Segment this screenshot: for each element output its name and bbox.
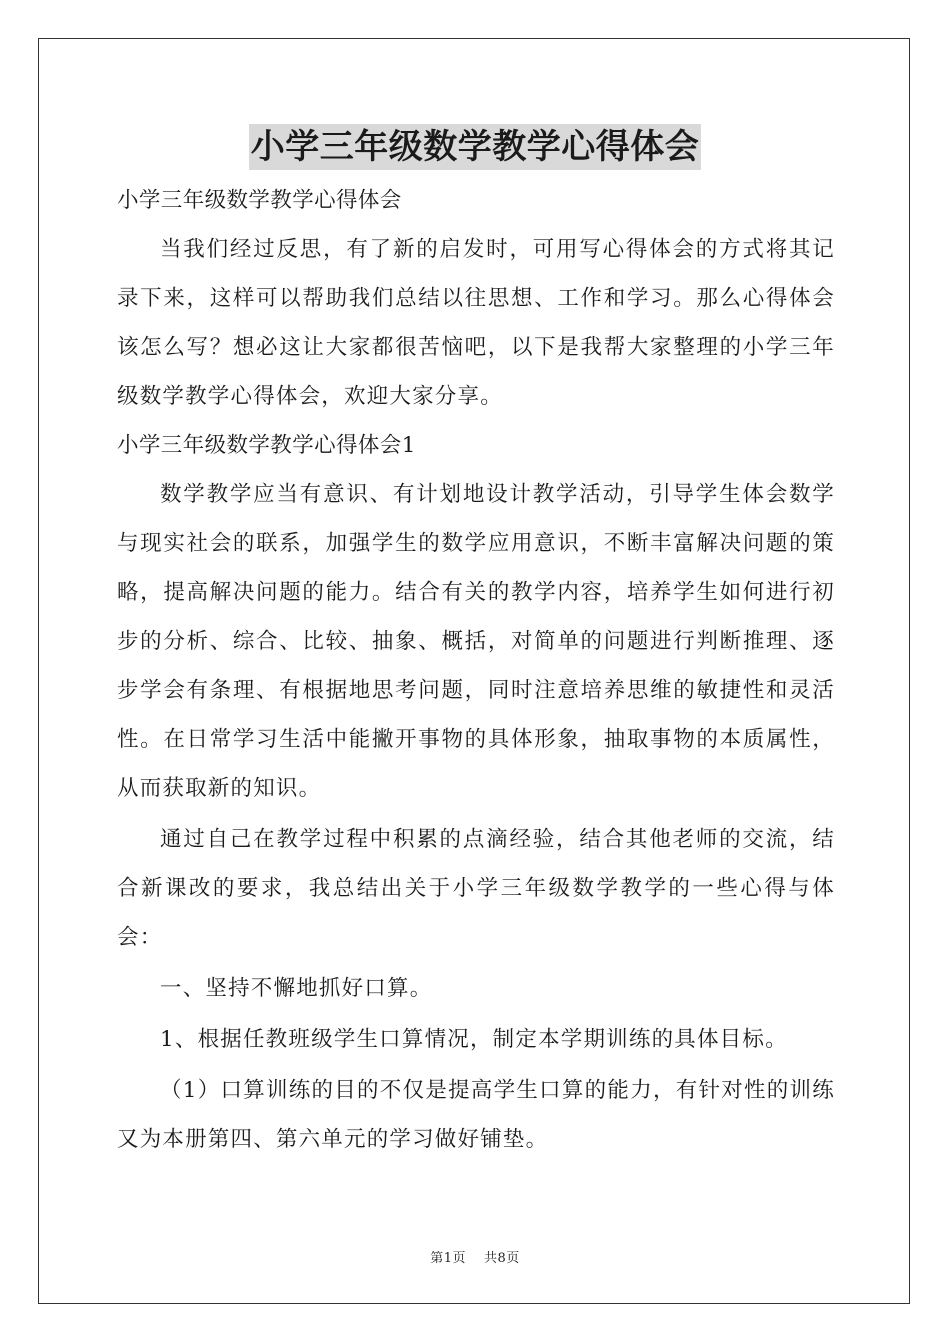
document-title: 小学三年级数学教学心得体会 — [249, 124, 702, 170]
list-subitem: （1）口算训练的目的不仅是提高学生口算的能力，有针对性的训练又为本册第四、第六单元的学习做好铺垫。 — [117, 1078, 835, 1152]
section-heading: 小学三年级数学教学心得体会1 — [117, 433, 416, 458]
list-item: 1、根据任教班级学生口算情况，制定本学期训练的具体目标。 — [160, 1027, 788, 1052]
intro-paragraph: 当我们经过反思，有了新的启发时，可用写心得体会的方式将其记录下来，这样可以帮助我们总结以往思想、工作和学习。那么心得体会该怎么写？想必这让大家都很苦恼吧，以下是我帮大家整理的小学三年级数学教学心得体会，欢迎大家分享。 — [117, 237, 835, 409]
title-block — [0, 124, 950, 170]
subtitle: 小学三年级数学教学心得体会 — [117, 188, 402, 213]
page-footer — [0, 1247, 950, 1266]
page-number: 第1页 — [430, 1251, 466, 1266]
body-paragraph: 通过自己在教学过程中积累的点滴经验，结合其他老师的交流，结合新课改的要求，我总结出关于小学三年级数学教学的一些心得与体会： — [117, 827, 835, 950]
page-total: 共8页 — [484, 1251, 520, 1266]
body-paragraph: 数学教学应当有意识、有计划地设计教学活动，引导学生体会数学与现实社会的联系，加强学生的数学应用意识，不断丰富解决问题的策略，提高解决问题的能力。结合有关的教学内容，培养学生如何进行初步的分析、综合、比较、抽象、概括，对简单的问题进行判断推理、逐步学会有条理、有根据地思考问题，同时注意培养思维的敏捷性和灵活性。在日常学习生活中能撇开事物的具体形象，抽取事物的本质属性，从而获取新的知识。 — [117, 482, 835, 801]
document-body — [117, 176, 835, 1164]
list-heading: 一、坚持不懈地抓好口算。 — [160, 976, 433, 1001]
